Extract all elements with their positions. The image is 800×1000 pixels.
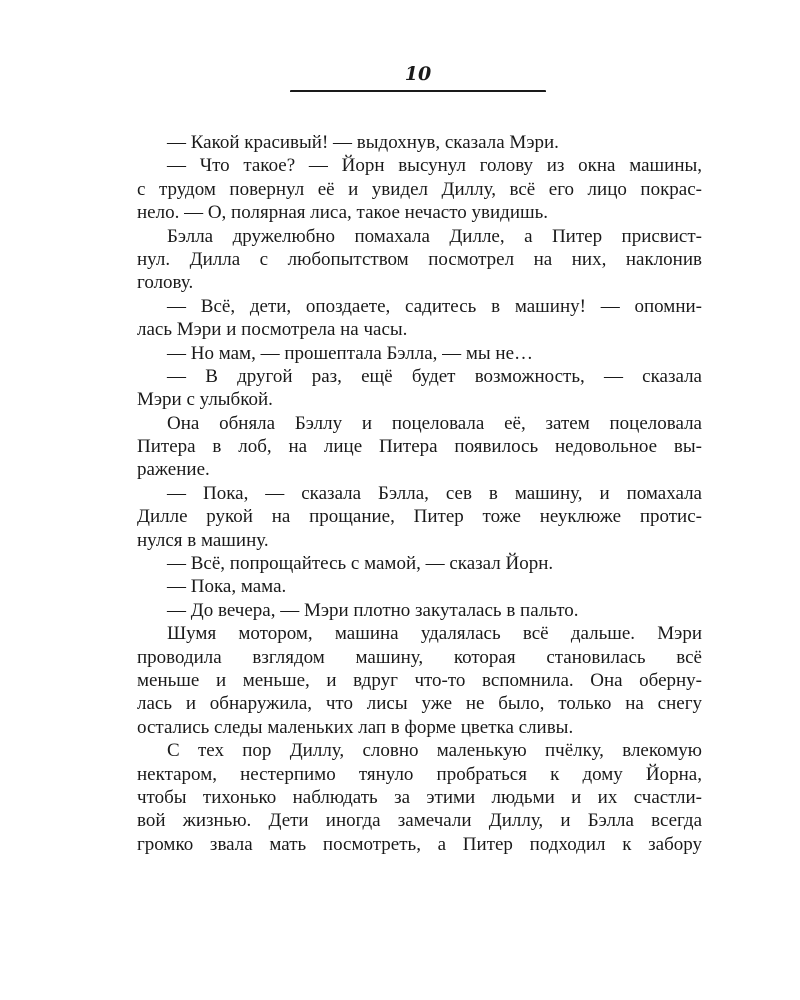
text-line: меньше и меньше, и вдруг что-то вспомнила. Она оберну- [137, 669, 702, 691]
header-rule [290, 90, 546, 93]
text-line: лась и обнаружила, что лисы уже не было, только на снегу [137, 693, 702, 715]
text-line: — Что такое? — Йорн высунул голову из окна машины, [167, 155, 702, 177]
text-line: остались следы маленьких лап в форме цветка сливы. [137, 716, 574, 738]
text-line: вой жизнью. Дети иногда замечали Диллу, и Бэлла всегда [137, 810, 702, 832]
text-line: с трудом повернул её и увидел Диллу, всё его лицо покрас- [137, 178, 702, 200]
text-line: Мэри с улыбкой. [137, 389, 273, 411]
body-text [137, 131, 702, 856]
text-line: Шумя мотором, машина удалялась всё дальше. Мэри [167, 623, 702, 645]
text-line: ражение. [137, 459, 210, 481]
text-line: голову. [137, 272, 194, 294]
text-line: — Всё, попрощайтесь с мамой, — сказал Йорн. [167, 553, 554, 575]
text-line: чтобы тихонько наблюдать за этими людьми и их счастли- [137, 786, 702, 808]
text-line: нул. Дилла с любопытством посмотрел на них, наклонив [137, 248, 702, 270]
text-line: — В другой раз, ещё будет возможность, — сказала [167, 365, 702, 387]
text-line: — Пока, — сказала Бэлла, сев в машину, и помахала [167, 482, 702, 504]
text-line: нулся в машину. [137, 529, 269, 551]
text-line: громко звала мать посмотреть, а Питер подходил к забору [137, 833, 702, 855]
text-line: С тех пор Диллу, словно маленькую пчёлку, влекомую [167, 740, 702, 762]
text-line: — Но мам, — прошептала Бэлла, — мы не… [167, 342, 534, 364]
text-line: проводила взглядом машину, которая становилась всё [137, 646, 702, 668]
text-line: Дилле рукой на прощание, Питер тоже неуклюже протис- [137, 506, 702, 528]
text-line: Бэлла дружелюбно помахала Дилле, а Питер присвист- [167, 225, 702, 247]
text-line: нектаром, нестерпимо тянуло пробраться к дому Йорна, [137, 763, 702, 785]
text-line: нело. — О, полярная лиса, такое нечасто увидишь. [137, 202, 549, 224]
page-header [290, 62, 546, 93]
text-line: Питера в лоб, на лице Питера появилось недовольное вы- [137, 436, 702, 458]
text-line: Она обняла Бэллу и поцеловала её, затем поцеловала [167, 412, 702, 434]
text-line: — Какой красивый! — выдохнув, сказала Мэри. [167, 132, 559, 153]
text-line: — До вечера, — Мэри плотно закуталась в пальто. [167, 599, 579, 621]
page-number: 10 [404, 63, 432, 85]
text-line: — Всё, дети, опоздаете, садитесь в машину! — опомни- [167, 295, 702, 317]
text-line: лась Мэри и посмотрела на часы. [137, 319, 408, 341]
text-line: — Пока, мама. [167, 576, 287, 598]
